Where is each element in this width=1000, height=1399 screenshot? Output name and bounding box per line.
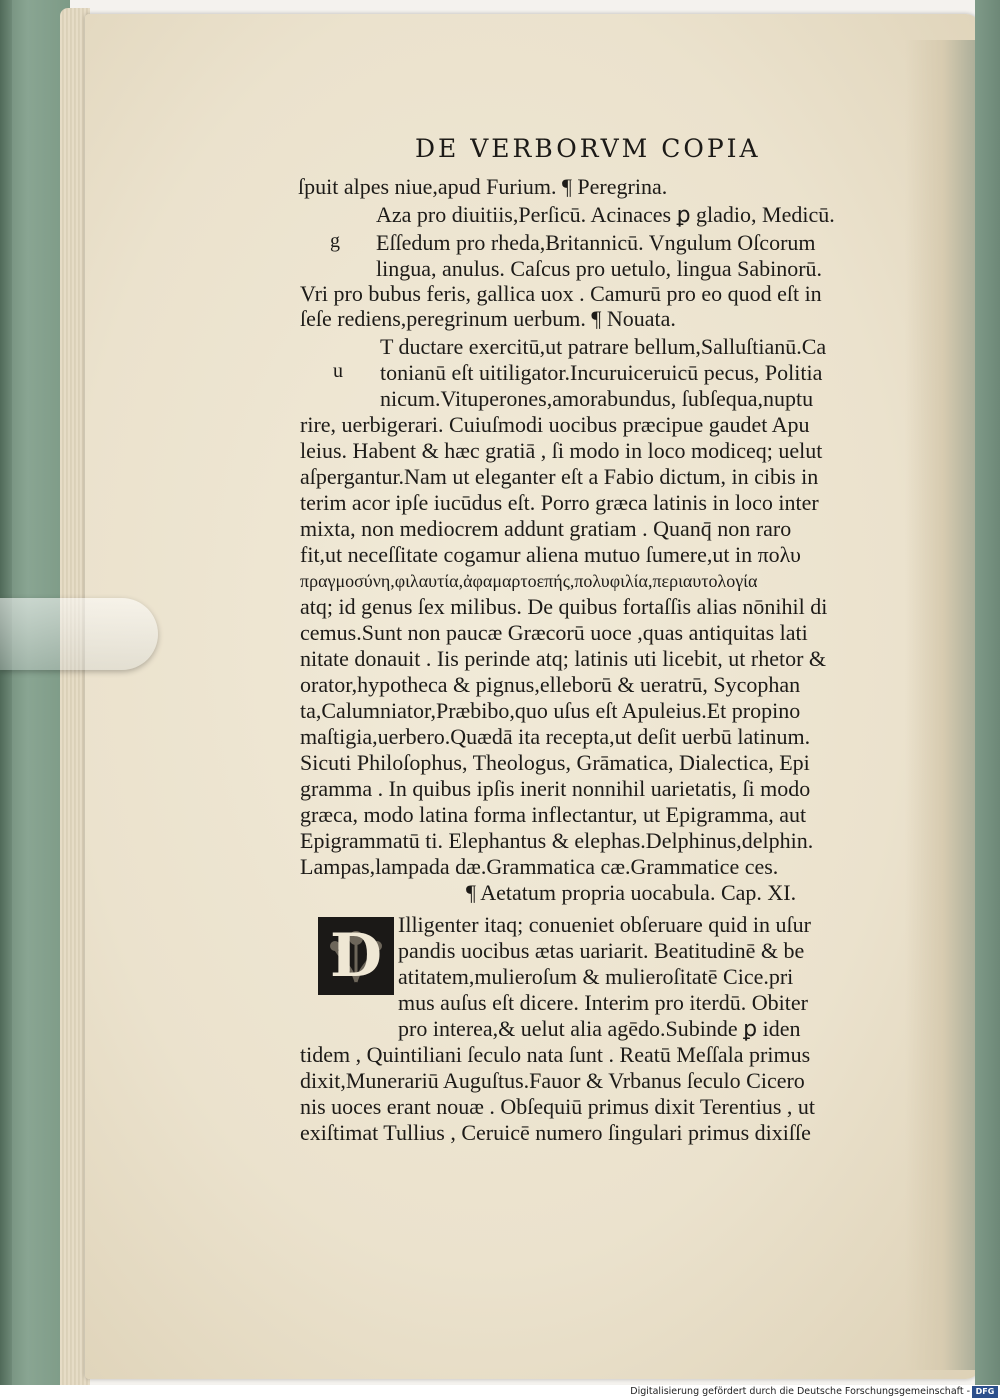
chapter-heading: ¶ Aetatum propria uocabula. Cap. XI. [466, 880, 797, 905]
text-line: Illigenter itaq; conueniet obſeruare quid in uſur [398, 912, 811, 937]
glass-page-holder [0, 598, 158, 670]
text-line: Epigrammatū ti. Elephantus & elephas.Delphinus,delphin. [300, 828, 814, 853]
text-line: aſpergantur.Nam ut eleganter eſt a Fabio dictum, in cibis in [300, 464, 819, 489]
cover-board-right [975, 0, 1000, 1399]
text-line: ſpuit alpes niue,apud Furium. ¶ Peregrina. [298, 174, 668, 199]
text-line: Eſſedum pro rheda,Britannicū. Vngulum Oſcorum [376, 230, 816, 255]
text-line: terim acor ipſe iucūdus eſt. Porro græca latinis in loco inter [300, 490, 819, 515]
text-line: tonianū eſt uitiligator.Incuruiceruicū pecus, Politia [380, 360, 823, 385]
text-line: atq; id genus ſex milibus. De quibus fortaſſis alias nōnihil di [300, 594, 828, 619]
text-line: nicum.Vituperones,amorabundus, ſubſequa,nuptu [380, 386, 814, 411]
text-line: pro interea,& uelut alia agēdo.Subinde ꝑ iden [398, 1016, 801, 1041]
text-line: Aza pro diuitiis,Perſicū. Acinaces ꝑ gladio, Medicū. [376, 202, 835, 227]
text-line: leius. Habent & hæc gratiā , ſi modo in loco modiceq; uelut [300, 438, 823, 463]
text-line: fit,ut neceſſitate cogamur aliena mutuo ſumere,ut in πολυ [300, 542, 801, 567]
text-line: orator,hypotheca & pignus,elleborū & ueratrū, Sycophan [300, 672, 801, 697]
text-line: tidem , Quintiliani ſeculo nata ſunt . Reatū Meſſala primus [300, 1042, 811, 1067]
text-line: pandis uocibus ætas uariarit. Beatitudinē & be [398, 938, 805, 963]
text-line: Lampas,lampada dæ.Grammatica cæ.Grammatice ces. [300, 854, 779, 879]
funding-notice: Digitalisierung gefördert durch die Deutsche Forschungsgemeinschaft - [630, 1386, 970, 1397]
text-line: exiſtimat Tullius , Ceruicē numero ſingulari primus dixiſſe [300, 1120, 811, 1145]
text-line-greek: πραγμοσύνη,φιλαυτία,ἀφαμαρτοεπής,πολυφιλία,περιαυτολογία [300, 571, 758, 591]
text-line: T ductare exercitū,ut patrare bellum,Salluſtianū.Ca [380, 334, 827, 359]
margin-note-u: u [333, 360, 343, 382]
text-line: Vri pro bubus feris, gallica uox . Camurū pro eo quod eſt in [300, 281, 822, 306]
decorated-initial [318, 917, 394, 995]
text-line: dixit,Munerariū Auguſtus.Fauor & Vrbanus ſeculo Cicero [300, 1068, 805, 1093]
text-line: mixta, non mediocrem addunt gratiam . Quanq̄ non raro [300, 516, 792, 541]
text-line: mus auſus eſt dicere. Interim pro iterdū. Obiter [398, 990, 808, 1015]
text-line: nis uoces erant nouæ . Obſequiū primus dixit Terentius , ut [300, 1094, 815, 1119]
cover-board-edge [0, 0, 12, 1399]
text-line: ſeſe rediens,peregrinum uerbum. ¶ Nouata. [300, 306, 676, 331]
initial-letter: D [329, 921, 383, 991]
text-line: maſtigia,uerbero.Quædā ita recepta,ut deſit uerbū latinum. [300, 724, 811, 749]
dfg-logo: DFG [972, 1386, 998, 1398]
text-line: græca, modo latina forma inflectantur, ut Epigramma, aut [300, 802, 807, 827]
text-line: cemus.Sunt non paucæ Græcorū uoce ,quas antiquitas lati [300, 620, 808, 645]
text-line: nitate donauit . Iis perinde atq; latinis uti licebit, ut rhetor & [300, 646, 827, 671]
text-line: atitatem,mulieroſum & mulieroſitatē Cice.pri [398, 964, 794, 989]
text-line: ta,Calumniator,Præbibo,quo uſus eſt Apuleius.Et propino [300, 698, 801, 723]
text-line: Sicuti Philoſophus, Theologus, Grāmatica, Dialectica, Epi [300, 750, 810, 775]
running-head: DE VERBORVM COPIA [415, 134, 761, 163]
text-line: rire, uerbigerari. Cuiuſmodi uocibus præcipue gaudet Apu [300, 412, 810, 437]
margin-note-g: g [330, 230, 340, 252]
text-line: gramma . In quibus ipſis inerit nonnihil uarietatis, ſi modo [300, 776, 811, 801]
text-line: lingua, anulus. Caſcus pro uetulo, lingua Sabinorū. [376, 256, 823, 281]
footer-bar [0, 1385, 1000, 1399]
